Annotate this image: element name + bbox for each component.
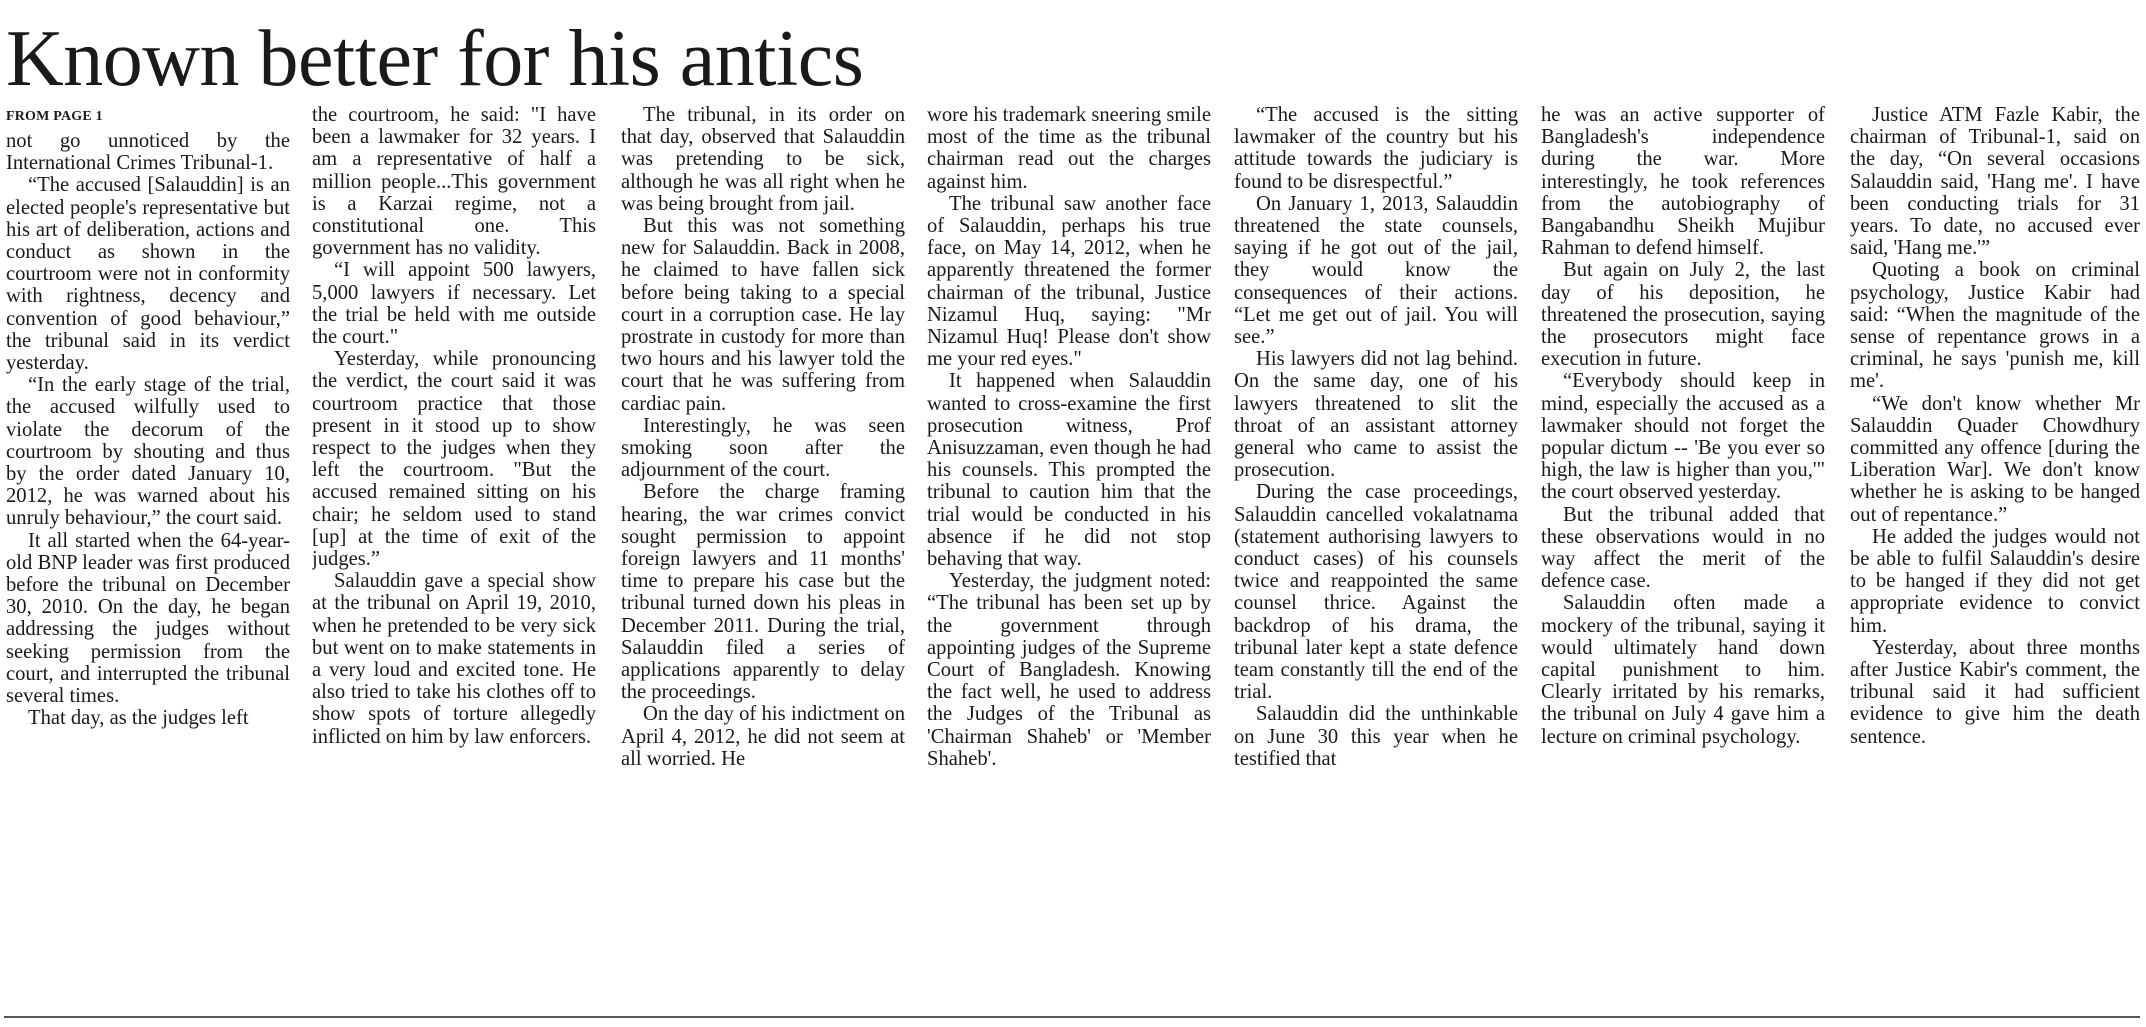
- headline: Known better for his antics: [6, 15, 864, 103]
- column-4: [927, 104, 1211, 1004]
- paragraph: Yesterday, the judgment noted: “The tribunal has been set up by the government through appointing judges of the Supreme Court of Bangladesh. Knowing the fact well, he used to address the Judges of the Tribunal as 'Chairman Shaheb' or 'Member Shaheb'.: [927, 570, 1211, 770]
- from-page-kicker: FROM PAGE 1: [6, 109, 103, 124]
- paragraph: “The accused is the sitting lawmaker of the country but his attitude towards the judiciary is found to be disrespectful.”: [1234, 104, 1518, 193]
- paragraph: He added the judges would not be able to fulfil Salauddin's desire to be hanged if they did not get appropriate evidence to convict him.: [1850, 525, 2140, 637]
- column-1: [6, 104, 290, 1004]
- paragraph: the courtroom, he said: "I have been a lawmaker for 32 years. I am a representative of half a million people...This government is a Karzai regime, not a constitutional one. This government has no validity.: [312, 104, 596, 260]
- paragraph: On January 1, 2013, Salauddin threatened the state counsels, saying if he got out of the jail, they would know the consequences of their actions. “Let me get out of jail. You will see.”: [1234, 192, 1518, 349]
- paragraph: Yesterday, about three months after Justice Kabir's comment, the tribunal said it had sufficient evidence to give him the death sentence.: [1850, 636, 2140, 748]
- paragraph: It all started when the 64-year-old BNP leader was first produced before the tribunal on December 30, 2010. On the day, he began addressing the judges without seeking permission from the court, and interrupted the tribunal several times.: [6, 529, 290, 708]
- paragraph: But again on July 2, the last day of his deposition, he threatened the prosecution, saying the prosecutors might face execution in future.: [1541, 259, 1825, 371]
- column-5: [1234, 104, 1518, 1004]
- paragraph: The tribunal, in its order on that day, observed that Salauddin was pretending to be sick, although he was all right when he was being brought from jail.: [621, 104, 905, 215]
- paragraph: Before the charge framing hearing, the war crimes convict sought permission to appoint foreign lawyers and 11 months' time to prepare his case but the tribunal turned down his pleas in December 2011. During the trial, Salauddin filed a series of applications apparently to delay the proceedings.: [621, 481, 905, 704]
- paragraph: Salauddin gave a special show at the tribunal on April 19, 2010, when he pretended to be very sick but went on to make statements in a very loud and excited tone. He also tried to take his clothes off to show spots of torture allegedly inflicted on him by law enforcers.: [312, 570, 596, 748]
- paragraph: Yesterday, while pronouncing the verdict, the court said it was courtroom practice that those present in it stood up to show respect to the judges when they left the courtroom. "But the accused remained sitting on his chair; he seldom used to stand [up] at the time of exit of the judges.”: [312, 348, 596, 571]
- column-2: [312, 104, 596, 1004]
- paragraph: Salauddin did the unthinkable on June 30 this year when he testified that: [1234, 703, 1518, 770]
- paragraph: “The accused [Salauddin] is an elected people's representative but his art of deliberation, actions and conduct as shown in the courtroom were not in conformity with rightness, decency and convention of good behaviour,” the tribunal said in its verdict yesterday.: [6, 174, 290, 375]
- paragraph: The tribunal saw another face of Salauddin, perhaps his true face, on May 14, 2012, when he apparently threatened the former chairman of the tribunal, Justice Nizamul Huq, saying: "Mr Nizamul Huq! Please don't show me your red eyes.": [927, 192, 1211, 371]
- paragraph: “Everybody should keep in mind, especially the accused as a lawmaker should not forget the popular dictum -- 'Be you ever so high, the law is higher than you,'" the court observed yesterday.: [1541, 370, 1825, 504]
- paragraph: Salauddin often made a mockery of the tribunal, saying it would ultimately hand down capital punishment to him. Clearly irritated by his remarks, the tribunal on July 4 gave him a lecture on criminal psychology.: [1541, 592, 1825, 748]
- paragraph: Quoting a book on criminal psychology, Justice Kabir had said: “When the magnitude of the sense of repentance grows in a criminal, he says 'punish me, kill me'.: [1850, 259, 2140, 393]
- paragraph: It happened when Salauddin wanted to cross-examine the first prosecution witness, Prof Anisuzzaman, even though he had his counsels. This prompted the tribunal to caution him that the trial would be conducted in his absence if he did not stop behaving that way.: [927, 370, 1211, 571]
- column-6: [1541, 104, 1825, 1004]
- paragraph: he was an active supporter of Bangladesh's independence during the war. More interestingly, he took references from the autobiography of Bangabandhu Sheikh Mujibur Rahman to defend himself.: [1541, 104, 1825, 260]
- paragraph: “In the early stage of the trial, the accused wilfully used to violate the decorum of the courtroom by shouting and thus by the order dated January 10, 2012, he was warned about his unruly behaviour,” the court said.: [6, 374, 290, 530]
- paragraph: Justice ATM Fazle Kabir, the chairman of Tribunal-1, said on the day, “On several occasions Salauddin said, 'Hang me'. I have been conducting trials for 31 years. To date, no accused ever said, 'Hang me.'”: [1850, 104, 2140, 260]
- bottom-rule: [4, 1016, 2140, 1018]
- paragraph: On the day of his indictment on April 4, 2012, he did not seem at all worried. He: [621, 703, 905, 770]
- article-body: [6, 104, 2140, 1004]
- paragraph: But the tribunal added that these observations would in no way affect the merit of the defence case.: [1541, 503, 1825, 593]
- paragraph: But this was not something new for Salauddin. Back in 2008, he claimed to have fallen sick before being taking to a special court in a corruption case. He lay prostrate in custody for more than two hours and his lawyer told the court that he was suffering from cardiac pain.: [621, 215, 905, 415]
- paragraph: not go unnoticed by the International Crimes Tribunal-1.: [6, 130, 290, 175]
- paragraph: That day, as the judges left: [28, 707, 249, 730]
- paragraph: wore his trademark sneering smile most of the time as the tribunal chairman read out the charges against him.: [927, 104, 1211, 193]
- paragraph: “We don't know whether Mr Salauddin Quader Chowdhury committed any offence [during the Liberation War]. We don't know whether he is asking to be hanged out of repentance.”: [1850, 392, 2140, 526]
- paragraph: “I will appoint 500 lawyers, 5,000 lawyers if necessary. Let the trial be held with me outside the court.": [312, 259, 596, 349]
- column-7: [1850, 104, 2140, 1004]
- paragraph: Interestingly, he was seen smoking soon after the adjournment of the court.: [621, 414, 905, 482]
- paragraph: During the case proceedings, Salauddin cancelled vokalatnama (statement authorising lawyers to conduct cases) of his counsels twice and reappointed the same counsel thrice. Against the backdrop of his drama, the tribunal later kept a state defence team constantly till the end of the trial.: [1234, 481, 1518, 704]
- paragraph: His lawyers did not lag behind. On the same day, one of his lawyers threatened to slit the throat of an assistant attorney general who came to assist the prosecution.: [1234, 348, 1518, 482]
- column-3: [621, 104, 905, 1004]
